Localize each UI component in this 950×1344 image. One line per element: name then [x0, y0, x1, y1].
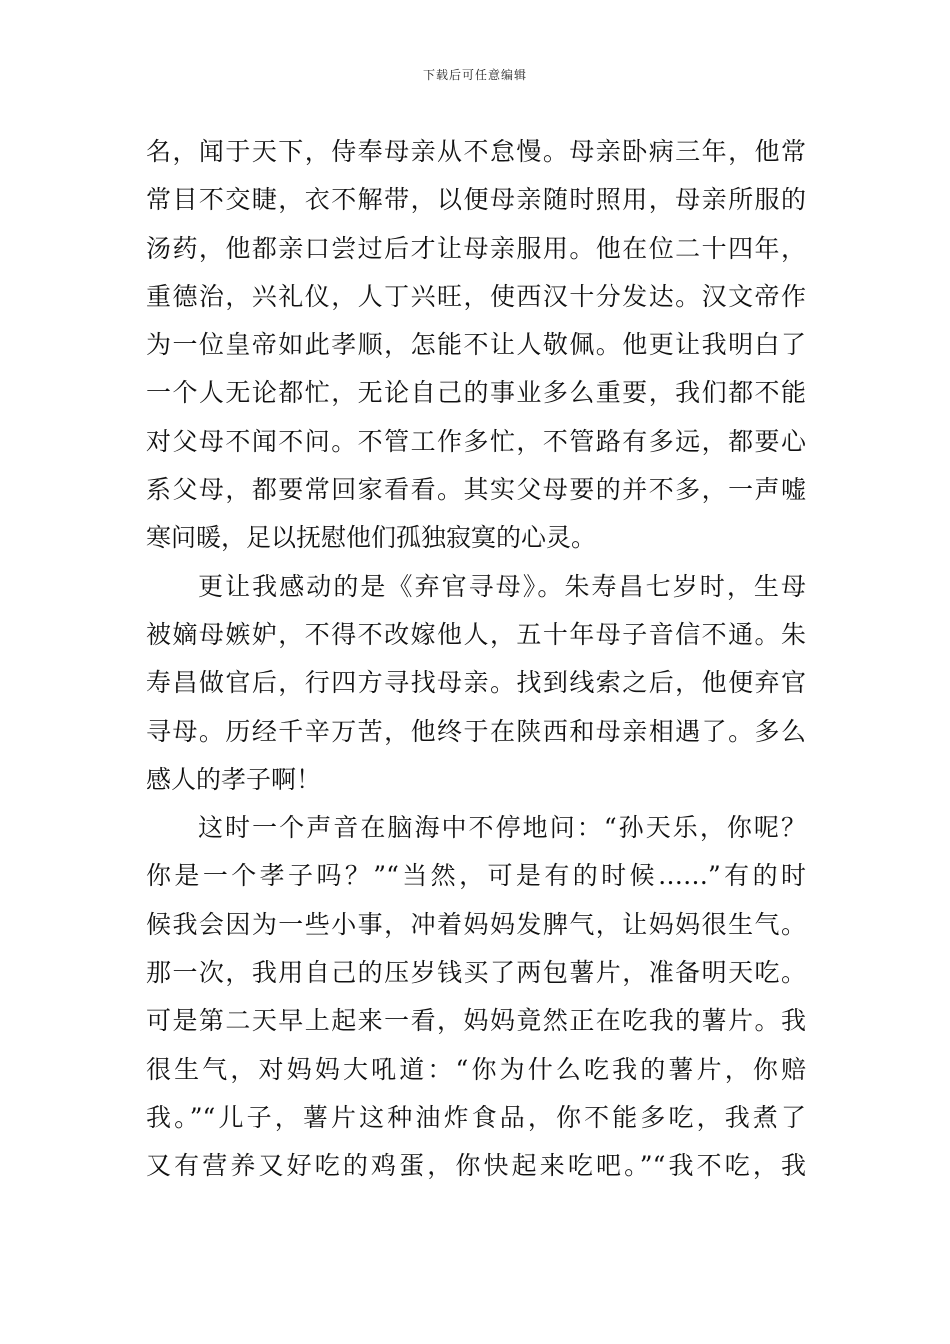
text-line: 又有营养又好吃的鸡蛋，你快起来吃吧。”“我不吃，我 [146, 1151, 806, 1181]
text-line: 重德治，兴礼仪，人丁兴旺，使西汉十分发达。汉文帝作 [146, 281, 806, 311]
text-line: 很生气，对妈妈大吼道：“你为什么吃我的薯片，你赔 [146, 1054, 806, 1084]
text-line: 寿昌做官后，行四方寻找母亲。找到线索之后，他便弃官 [146, 668, 806, 698]
text-line: 系父母，都要常回家看看。其实父母要的并不多，一声嘘 [146, 475, 806, 505]
text-line: 一个人无论都忙，无论自己的事业多么重要，我们都不能 [146, 378, 806, 408]
body-text [146, 128, 806, 1191]
page-header: 下载后可任意编辑 [422, 68, 527, 82]
text-line: 你是一个孝子吗？”“当然，可是有的时候……”有的时 [146, 861, 806, 891]
text-line: 名，闻于天下，侍奉母亲从不怠慢。母亲卧病三年，他常 [146, 137, 806, 166]
text-line: 对父母不闻不问。不管工作多忙，不管路有多远，都要心 [146, 426, 806, 456]
text-line: 那一次，我用自己的压岁钱买了两包薯片，准备明天吃。 [146, 958, 806, 988]
text-line: 感人的孝子啊！ [146, 764, 322, 794]
paragraph-first-line: 更让我感动的是《弃官寻母》。朱寿昌七岁时，生母 [198, 571, 806, 601]
text-line: 寻母。历经千辛万苦，他终于在陕西和母亲相遇了。多么 [146, 716, 806, 746]
text-line: 被嫡母嫉妒，不得不改嫁他人，五十年母子音信不通。朱 [146, 619, 806, 649]
text-line: 常目不交睫，衣不解带，以便母亲随时照用，母亲所服的 [146, 185, 806, 215]
paragraph-first-line: 这时一个声音在脑海中不停地问：“孙天乐，你呢？ [198, 813, 806, 843]
text-line: 为一位皇帝如此孝顺，怎能不让人敬佩。他更让我明白了 [146, 330, 806, 360]
text-line: 寒问暖，足以抚慰他们孤独寂寞的心灵。 [146, 523, 597, 553]
text-line: 汤药，他都亲口尝过后才让母亲服用。他在位二十四年， [146, 233, 806, 263]
text-line: 可是第二天早上起来一看，妈妈竟然正在吃我的薯片。我 [146, 1006, 806, 1036]
text-line: 我。”“儿子，薯片这种油炸食品，你不能多吃，我煮了 [146, 1102, 806, 1132]
text-line: 候我会因为一些小事，冲着妈妈发脾气，让妈妈很生气。 [146, 909, 806, 939]
